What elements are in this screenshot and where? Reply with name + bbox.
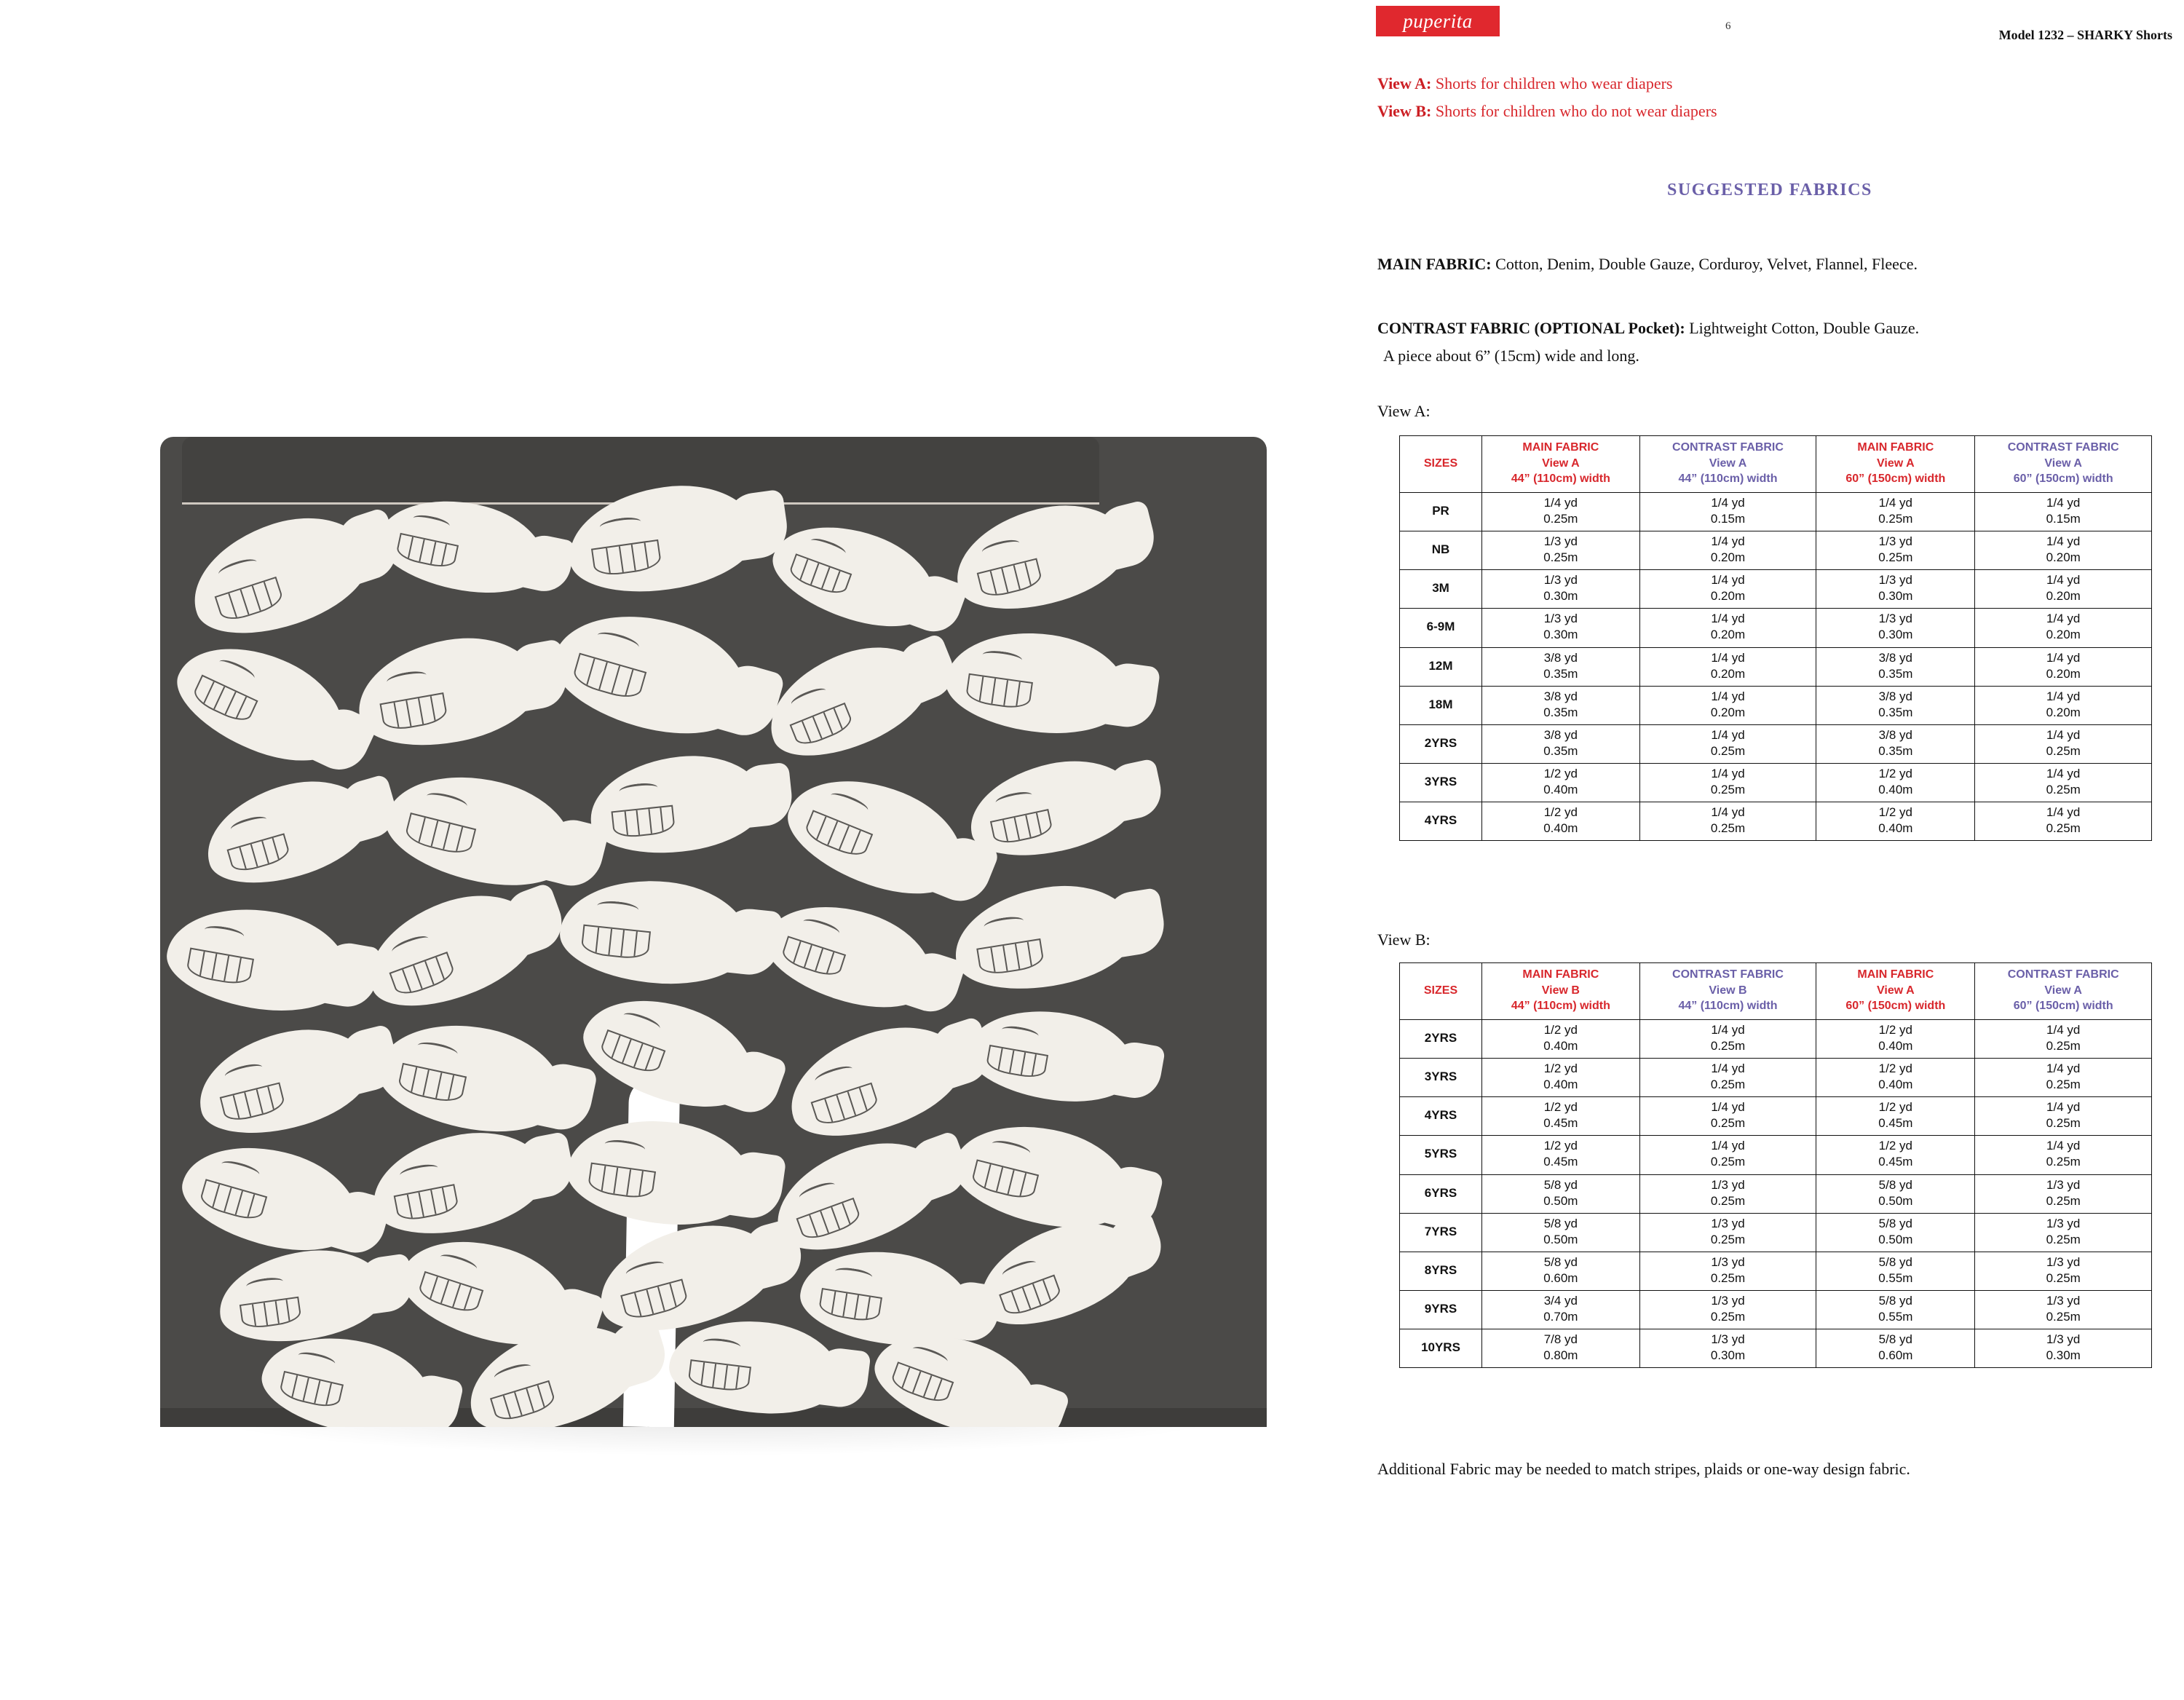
size-cell: 2YRS xyxy=(1400,1019,1482,1058)
yardage-cell-0: 3/8 yd 0.35m xyxy=(1482,647,1640,686)
table-row xyxy=(1400,1252,2152,1290)
yardage-cell-0: 3/4 yd 0.70m xyxy=(1482,1291,1640,1329)
shark-eye xyxy=(229,814,268,835)
shark-eye xyxy=(425,790,469,812)
yardage-cell-3: 1/3 yd 0.25m xyxy=(1975,1252,2152,1290)
shark-mouth xyxy=(239,1297,301,1330)
shark-motif xyxy=(376,758,585,903)
shark-eye xyxy=(703,1337,741,1353)
shark-mouth xyxy=(976,938,1045,976)
yardage-cell-2: 5/8 yd 0.50m xyxy=(1816,1213,1975,1252)
shark-mouth xyxy=(965,673,1033,710)
yardage-cell-3: 1/4 yd 0.20m xyxy=(1975,531,2152,569)
yardage-cell-3: 1/4 yd 0.20m xyxy=(1975,686,2152,724)
shark-eye xyxy=(246,1276,284,1292)
shark-motif xyxy=(194,765,381,899)
shark-motif xyxy=(776,1008,975,1153)
shark-motif xyxy=(945,490,1137,624)
yardage-cell-1: 1/4 yd 0.15m xyxy=(1639,492,1816,531)
yardage-cell-0: 1/2 yd 0.45m xyxy=(1482,1097,1640,1136)
yardage-cell-1: 1/3 yd 0.25m xyxy=(1639,1174,1816,1213)
yardage-cell-2: 5/8 yd 0.55m xyxy=(1816,1291,1975,1329)
shark-eye xyxy=(599,515,642,534)
yardage-cell-2: 1/2 yd 0.40m xyxy=(1816,764,1975,802)
shark-motif xyxy=(775,756,980,915)
yardage-cell-3: 1/4 yd 0.25m xyxy=(1975,1058,2152,1096)
size-cell: 8YRS xyxy=(1400,1252,1482,1290)
shark-eye xyxy=(386,668,427,687)
shark-motif xyxy=(178,499,382,652)
shark-mouth xyxy=(215,577,285,625)
yardage-cell-0: 7/8 yd 0.80m xyxy=(1482,1329,1640,1368)
view-a-fabric-table xyxy=(1399,435,2152,841)
shark-mouth xyxy=(789,702,855,749)
size-cell: 6YRS xyxy=(1400,1174,1482,1213)
size-cell: 3YRS xyxy=(1400,1058,1482,1096)
yardage-cell-2: 3/8 yd 0.35m xyxy=(1816,686,1975,724)
yardage-cell-0: 3/8 yd 0.35m xyxy=(1482,686,1640,724)
table-header-row xyxy=(1400,963,2152,1020)
table-row xyxy=(1400,1136,2152,1174)
size-cell: 3M xyxy=(1400,570,1482,609)
shark-eye xyxy=(203,924,245,943)
view-b-table-label: View B: xyxy=(1377,930,1431,949)
shark-eye xyxy=(220,1158,261,1180)
yardage-cell-3: 1/4 yd 0.20m xyxy=(1975,570,2152,609)
additional-fabric-note: Additional Fabric may be needed to match stripes, plaids or one-way design fabric. xyxy=(1377,1460,1910,1478)
shark-mouth xyxy=(787,553,852,598)
shark-motif xyxy=(665,1311,845,1423)
table-row xyxy=(1400,492,2152,531)
model-title: Model 1232 – SHARKY Shorts xyxy=(1998,28,2172,42)
shark-mouth xyxy=(611,805,676,839)
shark-print-kids-shorts-photo xyxy=(160,437,1267,1427)
yardage-cell-1: 1/4 yd 0.20m xyxy=(1639,570,1816,609)
table-body xyxy=(1400,1019,2152,1368)
table-header-row xyxy=(1400,436,2152,493)
yardage-cell-1: 1/3 yd 0.25m xyxy=(1639,1252,1816,1290)
shark-eye xyxy=(493,1361,533,1383)
yardage-cell-2: 5/8 yd 0.50m xyxy=(1816,1174,1975,1213)
yardage-cell-2: 1/2 yd 0.45m xyxy=(1816,1136,1975,1174)
table-row xyxy=(1400,1097,2152,1136)
yardage-cell-2: 3/8 yd 0.35m xyxy=(1816,724,1975,763)
shark-motif xyxy=(188,1014,380,1148)
yardage-cell-3: 1/4 yd 0.25m xyxy=(1975,724,2152,763)
shark-mouth xyxy=(990,809,1054,847)
yardage-cell-3: 1/4 yd 0.25m xyxy=(1975,802,2152,841)
column-header-0: SIZES xyxy=(1400,963,1482,1020)
shark-motif xyxy=(370,1008,573,1147)
yardage-cell-1: 1/4 yd 0.20m xyxy=(1639,609,1816,647)
yardage-cell-0: 1/3 yd 0.25m xyxy=(1482,531,1640,569)
shark-motif xyxy=(753,627,943,774)
yardage-cell-0: 5/8 yd 0.50m xyxy=(1482,1213,1640,1252)
table-row xyxy=(1400,647,2152,686)
yardage-cell-3: 1/4 yd 0.25m xyxy=(1975,1136,2152,1174)
column-header-0: SIZES xyxy=(1400,436,1482,493)
yardage-cell-1: 1/4 yd 0.25m xyxy=(1639,1019,1816,1058)
shark-mouth xyxy=(199,1179,267,1222)
view-a-description: Shorts for children who wear diapers xyxy=(1435,74,1673,92)
page-number: 6 xyxy=(1725,20,1731,32)
column-header-2: CONTRAST FABRIC View A 44” (110cm) width xyxy=(1639,436,1816,493)
shark-eye xyxy=(802,916,841,938)
shark-motif xyxy=(160,895,357,1023)
size-cell: 2YRS xyxy=(1400,724,1482,763)
shark-eye xyxy=(416,1039,459,1059)
shark-eye xyxy=(596,899,639,916)
yardage-cell-3: 1/3 yd 0.30m xyxy=(1975,1329,2152,1368)
shark-motif xyxy=(754,886,945,1026)
yardage-cell-2: 5/8 yd 0.60m xyxy=(1816,1329,1975,1368)
view-b-fabric-table xyxy=(1399,962,2152,1368)
yardage-cell-0: 1/2 yd 0.40m xyxy=(1482,1058,1640,1096)
shark-eye xyxy=(1001,1024,1039,1041)
yardage-cell-3: 1/4 yd 0.15m xyxy=(1975,492,2152,531)
table-row xyxy=(1400,764,2152,802)
table-body xyxy=(1400,492,2152,841)
shark-eye xyxy=(981,537,1021,558)
yardage-cell-3: 1/4 yd 0.25m xyxy=(1975,764,2152,802)
table-row xyxy=(1400,531,2152,569)
yardage-cell-3: 1/4 yd 0.25m xyxy=(1975,1097,2152,1136)
shark-motif xyxy=(163,622,361,782)
yardage-cell-1: 1/4 yd 0.25m xyxy=(1639,1136,1816,1174)
shark-eye xyxy=(399,1162,439,1181)
shark-mouth xyxy=(379,692,448,732)
yardage-cell-0: 5/8 yd 0.50m xyxy=(1482,1174,1640,1213)
shark-eye xyxy=(390,933,430,957)
shark-eye xyxy=(798,1179,837,1203)
shark-mouth xyxy=(393,1184,459,1222)
main-fabric-label: MAIN FABRIC: xyxy=(1377,255,1492,273)
yardage-cell-0: 1/2 yd 0.45m xyxy=(1482,1136,1640,1174)
shark-motif xyxy=(349,625,547,757)
size-cell: 18M xyxy=(1400,686,1482,724)
yardage-cell-0: 1/4 yd 0.25m xyxy=(1482,492,1640,531)
shark-eye xyxy=(995,789,1034,807)
yardage-cell-0: 1/2 yd 0.40m xyxy=(1482,1019,1640,1058)
shark-mouth xyxy=(587,1163,656,1201)
yardage-cell-2: 1/2 yd 0.40m xyxy=(1816,1019,1975,1058)
yardage-cell-1: 1/4 yd 0.25m xyxy=(1639,1058,1816,1096)
shark-mouth xyxy=(985,1045,1048,1080)
yardage-cell-1: 1/4 yd 0.25m xyxy=(1639,1097,1816,1136)
yardage-cell-1: 1/3 yd 0.30m xyxy=(1639,1329,1816,1368)
yardage-cell-0: 1/2 yd 0.40m xyxy=(1482,802,1640,841)
main-fabric-line xyxy=(1377,255,1918,274)
size-cell: 6-9M xyxy=(1400,609,1482,647)
shark-motif xyxy=(173,1128,370,1268)
size-cell: 7YRS xyxy=(1400,1213,1482,1252)
table-row xyxy=(1400,1058,2152,1096)
shark-mouth xyxy=(977,558,1044,599)
shark-mouth xyxy=(190,674,258,725)
yardage-cell-2: 1/2 yd 0.40m xyxy=(1816,1058,1975,1096)
document-pane xyxy=(1361,0,2184,1700)
shark-eye xyxy=(217,556,259,580)
shark-mouth xyxy=(999,1275,1063,1319)
shark-eye xyxy=(911,1344,949,1367)
shark-eye xyxy=(983,915,1024,933)
yardage-cell-2: 3/8 yd 0.35m xyxy=(1816,647,1975,686)
view-a-table-label: View A: xyxy=(1377,402,1431,420)
shark-motif xyxy=(542,594,761,754)
shark-mouth xyxy=(395,533,459,571)
yardage-cell-2: 1/3 yd 0.30m xyxy=(1816,609,1975,647)
main-fabric-value: Cotton, Denim, Double Gauze, Corduroy, Velvet, Flannel, Fleece. xyxy=(1495,255,1918,273)
yardage-cell-0: 3/8 yd 0.35m xyxy=(1482,724,1640,763)
shark-mouth xyxy=(811,1083,880,1128)
table-row xyxy=(1400,1174,2152,1213)
yardage-cell-0: 5/8 yd 0.60m xyxy=(1482,1252,1640,1290)
column-header-1: MAIN FABRIC View A 44” (110cm) width xyxy=(1482,436,1640,493)
shark-mouth xyxy=(403,813,475,858)
shark-eye xyxy=(438,1252,478,1274)
shark-mouth xyxy=(416,1271,484,1316)
yardage-cell-3: 1/3 yd 0.25m xyxy=(1975,1174,2152,1213)
size-cell: 3YRS xyxy=(1400,764,1482,802)
shark-mouth xyxy=(621,1279,689,1322)
view-b-description: Shorts for children who do not wear diapers xyxy=(1435,102,1717,120)
table-row xyxy=(1400,1213,2152,1252)
shark-mouth xyxy=(389,952,456,999)
size-cell: 12M xyxy=(1400,647,1482,686)
shorts-body xyxy=(160,437,1267,1427)
shark-mouth xyxy=(818,1288,883,1324)
shark-mouth xyxy=(591,539,662,578)
yardage-cell-1: 1/4 yd 0.20m xyxy=(1639,647,1816,686)
column-header-2: CONTRAST FABRIC View B 44” (110cm) width xyxy=(1639,963,1816,1020)
shark-motif xyxy=(213,1241,391,1351)
suggested-fabrics-title: SUGGESTED FABRICS xyxy=(1667,181,1872,199)
yardage-cell-3: 1/4 yd 0.25m xyxy=(1975,1019,2152,1058)
yardage-cell-1: 1/4 yd 0.25m xyxy=(1639,764,1816,802)
yardage-cell-2: 1/4 yd 0.25m xyxy=(1816,492,1975,531)
table-row xyxy=(1400,570,2152,609)
yardage-cell-2: 5/8 yd 0.55m xyxy=(1816,1252,1975,1290)
shark-eye xyxy=(412,513,451,531)
yardage-cell-2: 1/3 yd 0.25m xyxy=(1816,531,1975,569)
yardage-cell-3: 1/3 yd 0.25m xyxy=(1975,1291,2152,1329)
shark-motif xyxy=(561,1109,759,1236)
yardage-cell-1: 1/4 yd 0.20m xyxy=(1639,686,1816,724)
shark-eye xyxy=(991,1138,1032,1159)
shark-motif xyxy=(941,621,1134,743)
size-cell: 10YRS xyxy=(1400,1329,1482,1368)
shark-motif xyxy=(761,505,949,644)
view-a-label: View A: xyxy=(1377,74,1432,92)
shark-mouth xyxy=(571,653,647,703)
yardage-cell-2: 1/3 yd 0.30m xyxy=(1816,570,1975,609)
size-cell: 4YRS xyxy=(1400,1097,1482,1136)
size-cell: 4YRS xyxy=(1400,802,1482,841)
shark-mouth xyxy=(970,1159,1039,1201)
view-b-label: View B: xyxy=(1377,102,1432,120)
shark-eye xyxy=(813,1063,854,1086)
shark-mouth xyxy=(581,925,651,961)
shark-mouth xyxy=(278,1370,344,1410)
shark-motif xyxy=(555,871,754,992)
size-cell: NB xyxy=(1400,531,1482,569)
table-row xyxy=(1400,1329,2152,1368)
table-row xyxy=(1400,1291,2152,1329)
shark-mouth xyxy=(226,833,291,875)
table-row xyxy=(1400,1019,2152,1058)
shark-mouth xyxy=(889,1361,954,1406)
yardage-cell-1: 1/4 yd 0.25m xyxy=(1639,802,1816,841)
table-row xyxy=(1400,686,2152,724)
shark-mouth xyxy=(780,936,846,980)
shark-eye xyxy=(790,685,828,709)
shark-eye xyxy=(622,1010,662,1034)
shark-eye xyxy=(625,1259,665,1280)
shark-eye xyxy=(809,536,847,558)
shark-eye xyxy=(223,1061,264,1082)
yardage-cell-1: 1/4 yd 0.25m xyxy=(1639,724,1816,763)
yardage-cell-3: 1/4 yd 0.20m xyxy=(1975,647,2152,686)
shark-motif xyxy=(961,748,1143,868)
shark-mouth xyxy=(598,1029,665,1077)
shark-motif xyxy=(353,876,550,1024)
view-a-description-line xyxy=(1377,74,1672,93)
yardage-cell-0: 1/2 yd 0.40m xyxy=(1482,764,1640,802)
column-header-1: MAIN FABRIC View B 44” (110cm) width xyxy=(1482,963,1640,1020)
column-header-4: CONTRAST FABRIC View A 60” (150cm) width xyxy=(1975,436,2152,493)
shark-mouth xyxy=(802,810,873,861)
contrast-fabric-size-note: A piece about 6” (15cm) wide and long. xyxy=(1383,347,1639,365)
shark-mouth xyxy=(687,1359,751,1393)
shark-motif xyxy=(962,998,1142,1113)
shark-eye xyxy=(981,649,1023,667)
table-row xyxy=(1400,609,2152,647)
shark-eye xyxy=(297,1350,336,1369)
shark-mouth xyxy=(796,1197,863,1243)
view-b-description-line xyxy=(1377,102,1717,121)
shark-mouth xyxy=(490,1380,558,1425)
contrast-fabric-line xyxy=(1377,319,1919,338)
shark-eye xyxy=(1000,1258,1038,1281)
column-header-4: CONTRAST FABRIC View A 60” (150cm) width xyxy=(1975,963,2152,1020)
table-row xyxy=(1400,724,2152,763)
shark-motif xyxy=(945,1108,1141,1243)
yardage-cell-1: 1/3 yd 0.25m xyxy=(1639,1213,1816,1252)
contrast-fabric-label: CONTRAST FABRIC (OPTIONAL Pocket): xyxy=(1377,319,1685,337)
yardage-cell-2: 1/2 yd 0.40m xyxy=(1816,802,1975,841)
shark-eye xyxy=(217,657,257,684)
shark-eye xyxy=(604,1138,646,1156)
yardage-cell-3: 1/4 yd 0.20m xyxy=(1975,609,2152,647)
shark-motif xyxy=(364,1120,553,1246)
shark-eye xyxy=(619,782,658,797)
shark-mouth xyxy=(220,1082,287,1123)
shark-mouth xyxy=(396,1063,467,1105)
yardage-cell-1: 1/4 yd 0.20m xyxy=(1639,531,1816,569)
size-cell: PR xyxy=(1400,492,1482,531)
yardage-cell-3: 1/3 yd 0.25m xyxy=(1975,1213,2152,1252)
shark-motif xyxy=(585,748,769,861)
yardage-cell-1: 1/3 yd 0.25m xyxy=(1639,1291,1816,1329)
yardage-cell-0: 1/3 yd 0.30m xyxy=(1482,609,1640,647)
shark-eye xyxy=(834,1266,873,1283)
table-row xyxy=(1400,802,2152,841)
size-cell: 9YRS xyxy=(1400,1291,1482,1329)
column-header-3: MAIN FABRIC View A 60” (150cm) width xyxy=(1816,436,1975,493)
size-cell: 5YRS xyxy=(1400,1136,1482,1174)
contrast-fabric-value: Lightweight Cotton, Double Gauze. xyxy=(1689,319,1920,337)
shark-eye xyxy=(828,790,870,816)
yardage-cell-2: 1/2 yd 0.45m xyxy=(1816,1097,1975,1136)
puperita-logo: puperita xyxy=(1376,6,1500,36)
yardage-cell-0: 1/3 yd 0.30m xyxy=(1482,570,1640,609)
shark-eye xyxy=(596,629,641,654)
column-header-3: MAIN FABRIC View A 60” (150cm) width xyxy=(1816,963,1975,1020)
shark-mouth xyxy=(186,947,254,987)
